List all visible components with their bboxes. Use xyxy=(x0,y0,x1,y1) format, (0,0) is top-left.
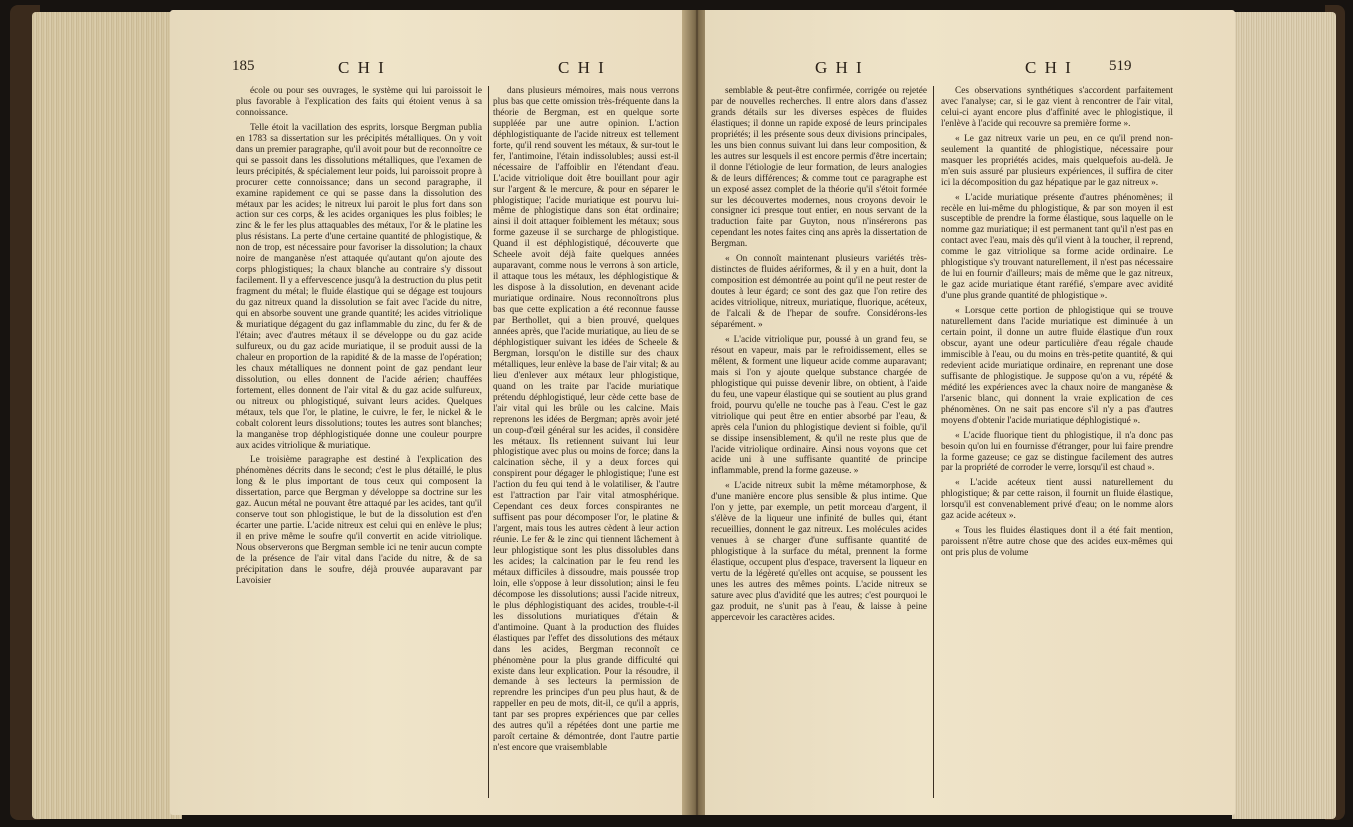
running-head: G H I xyxy=(815,58,864,77)
running-head: C H I xyxy=(338,58,386,77)
right-page xyxy=(705,10,1235,815)
left-page-header xyxy=(170,58,690,84)
paragraph: Ces observations synthétiques s'accordent parfaitement avec l'analyse; car, si le gaz vient à rencontrer de l'air vital, celui-ci ayant encore plus d'affinité avec le phlogistique, il l'enlève à l'acide qui recouvre sa première forme ». xyxy=(941,86,1173,129)
paragraph: « Tous les fluides élastiques dont il a été fait mention, paroissent n'être autre chose que des acides eux-mêmes qui ont pris plus de volume xyxy=(941,526,1173,559)
paragraph: « L'acide vitriolique pur, poussé à un grand feu, se résout en vapeur, mais par le refroidissement, elles se mêlent, & forment une liqueur acide comme auparavant; mais si l'on y ajoute quelque substance chargée de phlogistique qui puisse devenir libre, on obtient, à l'aide du feu, une vapeur élastique qui se soutient au plus grand froid, pourvu qu'elle ne touche pas à l'eau. C'est le gaz vitriolique qui peut être en entier absorbé par l'eau, & après cela l'union du phlogistique devient si foible, qu'il se dissipe insensiblement, & qu'il ne reste plus que de l'acide vitriolique ordinaire. Ainsi nous voyons que cet acide uni à une suffisante quantité de principe inflammable, prend la forme gazeuse. » xyxy=(711,334,927,477)
paragraph: « L'acide muriatique présente d'autres phénomènes; il recèle en lui-même du phlogistique, & par son moyen il est susceptible de prendre la forme élastique, sous laquelle on le nomme gaz muriatique; il est permanent tant qu'il n'est pas en contact avec l'eau, mais dès qu'il vient à la toucher, il reprend, comme le gaz vitriolique sa forme acide ordinaire. Le phlogistique s'y trouvant naturellement, il n'est pas nécessaire de lui en fournir d'ailleurs; mais de même que le gaz nitreux, le gaz acide muriatique étant raréfié, s'empare avec avidité d'une plus grande quantité de phlogistique ». xyxy=(941,192,1173,302)
column-rule xyxy=(933,86,934,798)
page-block-left xyxy=(32,12,182,819)
paragraph: « L'acide fluorique tient du phlogistique, il n'a donc pas besoin qu'on lui en fournisse d'étranger, pour lui faire prendre la forme gazeuse; ce gaz se distingue facilement des autres par la propriété de corroder le verre, lorsqu'il est chaud ». xyxy=(941,430,1173,474)
text-column-right xyxy=(493,86,679,758)
right-page-header xyxy=(705,58,1235,84)
paragraph: « L'acide acéteux tient aussi naturellement du phlogistique; & par cette raison, il fournit un fluide élastique, lorsqu'il est convenablement privé d'eau; on le nomme alors gaz acide acéteux ». xyxy=(941,478,1173,522)
page-block-right xyxy=(1232,12,1336,819)
text-column-left xyxy=(711,86,927,628)
paragraph: école ou pour ses ouvrages, le système qui lui paroissoit le plus favorable à l'explication des faits qui étoient venus à sa connoissance. xyxy=(236,86,482,118)
paragraph: dans plusieurs mémoires, mais nous verrons plus bas que cette omission très-fréquente dans la théorie de Bergman, est en quelque sorte suppléée par une autre opinion. L'action déphlogistiquante de l'acide nitreux est tellement forte, qu'il rend souvent les métaux, & sur-tout le fer, l'antimoine, l'étain indissolubles; aussi est-il nécessaire de l'affoiblir en l'étendant d'eau. L'acide vitriolique doit être bouillant pour agir sur l'argent & le mercure, & pour en séparer le phlogistique; l'acide muriatique est pourvu lui-même de phlogistique dans son état ordinaire; ainsi il doit attaquer foiblement les métaux; sous forme gazeuse il se surcharge de phlogistique. Quand il est déphlogistiqué, découverte que Scheele avoit déjà faite quelques années auparavant, comme nous le verrons à son article, il attaque tous les métaux, les déphlogistique & les dispose à la dissolution, en devenant acide muriatique ordinaire. Nous reconnoîtrons plus bas que cette explication a été reconnue fausse par Berthollet, qui a bien prouvé, quelques années après, que l'acide muriatique, au lieu de se déphlogistiquer suivant les idées de Scheele & Bergman, lorsqu'on le distille sur des chaux métalliques, leur enlève la base de l'air vital; & au lieu d'enlever aux métaux leur phlogistique, quand on les traite par l'acide muriatique prétendu déphlogistiqué, leur cède cette base de l'air vital qui les brûle ou les calcine. Mais reprenons les idées de Bergman; après avoir jeté un coup-d'œil général sur les acides, il considère les métaux. Ils retiennent suivant lui leur phlogistique avec plus ou moins de force; dans la calcination sèche, il y a deux forces qui conspirent pour dégager le phlogistique; l'une est l'action du feu qui tend à le volatiliser, & l'autre est l'attraction par l'air vital atmosphérique. Cependant ces deux forces conspirantes ne suffisent pas pour décomposer l'or, le platine & l'argent, mais tous les autres cèdent à leur action réunie. Le fer & le zinc qui tiennent lâchement à leur phlogistique sont les plus dissolubles dans les acides; la calcination par le feu rend les métaux difficiles à dissoudre, mais poussée trop loin, elle s'oppose à leur dissolution; ainsi le feu décompose les dissolutions; aussi l'acide nitreux, le plus déphlogistiquant des acides, trouble-t-il les dissolutions muriatiques d'étain & d'antimoine. Quant à la production des fluides élastiques par l'effet des dissolutions des métaux dans les acides, Bergman reconnoît ce phénomène pour la plus grande difficulté qui existe dans leur explication. Pour la résoudre, il demande à ses lecteurs la permission de reprendre les principes d'un peu plus haut, & de rappeller en peu de mots, dit-il, ce qu'il a appris, tant par ses propres expériences que par celles des autres qu'il a répétées dont une partie me paroît certaine & démontrée, dont l'autre partie n'est encore que vraisemblable xyxy=(493,86,679,754)
paragraph: « On connoît maintenant plusieurs variétés très-distinctes de fluides aériformes, & il y en a huit, dont la composition est démontrée au point qu'il ne peut rester de doutes à leur égard; ce sont des gaz que l'on retire des acides vitriolique, nitreux, muriatique, fluorique, acéteux, de l'alcali & de l'hepar de soufre. Considérons-les séparément. » xyxy=(711,254,927,331)
page-number: 519 xyxy=(1109,58,1132,74)
column-rule xyxy=(488,86,489,798)
page-number: 185 xyxy=(232,58,255,74)
paragraph: semblable & peut-être confirmée, corrigée ou rejetée par de nouvelles recherches. Il entre alors dans d'assez grands détails sur les diverses espèces de fluides élastiques; il donne un rapide exposé de leurs principales propriétés; il les présente sous deux divisions principales, les uns bien connus suivant lui dans leur composition, & les autres sur lesquels il est encore permis d'être incertain; il donne l'étiologie de leur formation, de leurs analogies & de leurs différences; & comme tout ce paragraphe est un exposé assez complet de la théorie qu'il s'étoit formée sur les découvertes modernes, nous croyons devoir le consigner ici presque tout entier, en nous servant de la traduction faite par Guyton, nous n'insérerons pas cependant les notes faites cinq ans après la dissertation de Bergman. xyxy=(711,86,927,250)
paragraph: « Le gaz nitreux varie un peu, en ce qu'il prend non-seulement la quantité de phlogistique, nécessaire pour masquer les propriétés acides, mais quelquefois au-delà. Je m'en suis assuré par plusieurs expériences, il suffira de citer ici la décomposition du gaz hépatique par le gaz nitreux ». xyxy=(941,133,1173,188)
text-column-right xyxy=(941,86,1173,563)
running-head: C H I xyxy=(558,58,606,77)
paragraph: « L'acide nitreux subit la même métamorphose, & d'une manière encore plus sensible & plus intime. Que l'on y jette, par exemple, un petit morceau d'argent, il s'élève de la liqueur une infinité de bulles qui, étant recueillies, donnent le gaz nitreux. Les molécules acides venues à se charger d'une suffisante quantité de phlogistique à la surface du métal, prennent la forme élastique, occupent plus d'espace, traversent la liqueur en vertu de la légèreté qu'elles ont acquise, se poussent les unes les autres des mêmes points. L'acide nitreux se sature avec plus d'avidité que les autres; c'est pourquoi le gaz produit, ne s'unit pas à l'eau, & laisse à peine appercevoir les caractères acides. xyxy=(711,481,927,623)
running-head: C H I xyxy=(1025,58,1073,77)
paragraph: « Lorsque cette portion de phlogistique qui se trouve naturellement dans l'acide muriatique est diminuée à un certain point, il donne un autre fluide élastique d'un roux obscur, ayant une odeur particulière d'eau régale chaude immiscible à l'eau, ou du moins en très-petite quantité, & qui redevient acide muriatique ordinaire, en reprenant une dose suffisante de phlogistique. Je suppose qu'on a vu, répété & médité les expériences avec la chaux noire de manganèse & l'arsenic blanc, qui donnent la vraie explication de ces phénomènes. On ne sait pas encore s'il n'y a pas d'autres moyens d'obtenir l'acide muriatique déphlogistiqué ». xyxy=(941,306,1173,426)
paragraph: Telle étoit la vacillation des esprits, lorsque Bergman publia en 1783 sa dissertation sur les précipités métalliques. On y voit dans un premier paragraphe, qu'il avoit pour but de reconnoître ce qui se passoit dans les dissolutions métalliques, que l'examen de leurs précipités, & spécialement leur poids, lui paroissoit propre à procurer cette connoissance; dans un second paragraphe, il examine rapidement ce qui se passe dans la dissolution des métaux par les acides; le nitreux lui paroit le plus fort dans son action sur ces corps, & les acides organiques les plus foibles; le zinc & le fer les plus attaquables des métaux, l'or & le platine les plus résistans. La perte d'une certaine quantité de phlogistique, & non de trop, est nécessaire pour favoriser la dissolution; la chaux noire de manganèse n'est attaquée qu'autant qu'on ajoute des corps phlogistiques; la chaux blanche au contraire s'y dissout facilement. Il y a effervescence jusqu'à la destruction du plus petit fragment du métal; le fluide élastique qui se dégage est toujours du gaz nitreux quand la dissolution se fait avec l'acide du nitre, qui en absorbe souvent une grande quantité; les acides vitriolique & muriatique dégagent du gaz inflammable du zinc, du fer & de l'étain; avec d'autres métaux il se développe ou du gaz acide sulfureux, ou du gaz acide muriatique, il se produit aussi de la chaleur en proportion de la rapidité & de la masse de l'opération; les chaux métalliques ne donnent point de gaz pendant leur dissolution, ou elles donnent de l'acide aérien; chauffées fortement, elles donnent de l'air vital & du gaz acide sulfureux, ou nitreux ou phlogistiqué, suivant leurs acides. Quelques métaux, tels que l'or, le platine, le cuivre, le fer, le nickel & le cobalt colorent leurs dissolutions; toutes les autres sont blanches; la manganèse trop déphlogistiquée donne une couleur pourpre aux acides vitriolique & muriatique. xyxy=(236,122,482,451)
left-page xyxy=(170,10,690,815)
text-column-left xyxy=(236,86,482,591)
paragraph: Le troisième paragraphe est destiné à l'explication des phénomènes décrits dans le second; c'est le plus détaillé, le plus long & le plus important de tous ceux qui composent la dissertation, parce que Bergman y développe sa doctrine sur les gaz. Aucun métal ne pouvant être attaqué par les acides, tant qu'il conserve tout son phlogistique, le but de la dissolution est d'en écarter une partie. L'acide nitreux est celui qui en enlève le plus; il en prive même le soufre qu'il convertit en acide vitriolique. Nous observerons que Bergman semble ici ne tenir aucun compte de la présence de l'air vital dans l'acide du nitre, & de sa précipitation dans le soufre, déjà prouvée auparavant par Lavoisier xyxy=(236,455,482,586)
